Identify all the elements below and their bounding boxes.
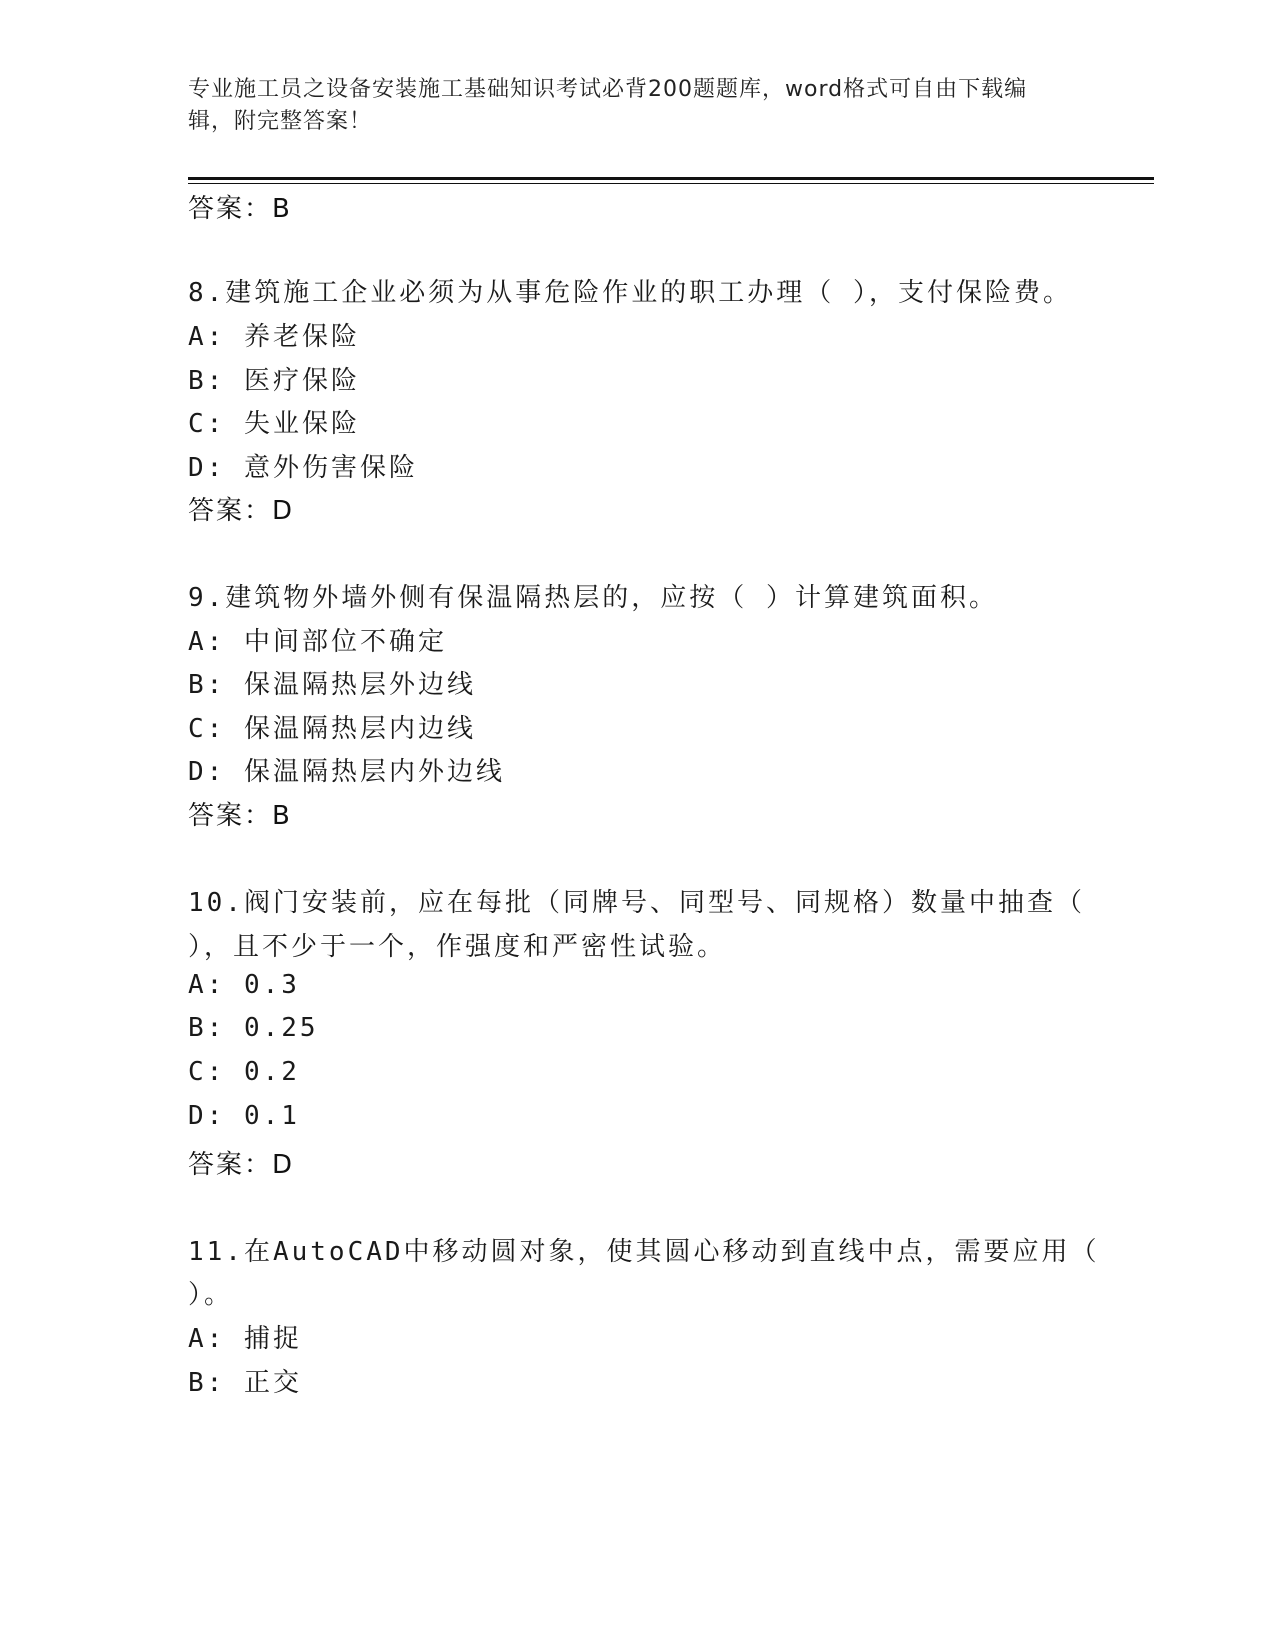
- answer-8: 答案：D: [188, 496, 295, 526]
- header-divider-thick: [188, 177, 1154, 180]
- question-10-option-b: B: 0.25: [188, 1013, 319, 1043]
- question-10-option-a: A: 0.3: [188, 970, 300, 1000]
- question-9-option-d: D: 保温隔热层内外边线: [188, 757, 505, 787]
- question-8-option-c: C: 失业保险: [188, 409, 360, 439]
- question-8-stem: 8.建筑施工企业必须为从事危险作业的职工办理（ ），支付保险费。: [188, 278, 1072, 308]
- question-10-stem-line-2: ），且不少于一个，作强度和严密性试验。: [188, 932, 727, 962]
- question-10-option-c: C: 0.2: [188, 1057, 300, 1087]
- header-divider-thin: [188, 183, 1154, 184]
- question-11-stem-line-1: 11.在AutoCAD中移动圆对象，使其圆心移动到直线中点，需要应用（: [188, 1237, 1100, 1267]
- question-10-stem-line-1: 10.阀门安装前，应在每批（同牌号、同型号、同规格）数量中抽查（: [188, 888, 1085, 918]
- question-9-option-b: B: 保温隔热层外边线: [188, 670, 476, 700]
- question-9-option-a: A: 中间部位不确定: [188, 627, 447, 657]
- question-9-stem: 9.建筑物外墙外侧有保温隔热层的，应按（ ）计算建筑面积。: [188, 583, 998, 613]
- document-header: 专业施工员之设备安装施工基础知识考试必背200题题库，word格式可自由下载编辑，附完整答案！: [188, 77, 1028, 134]
- question-9-option-c: C: 保温隔热层内边线: [188, 714, 476, 744]
- question-11-stem-line-2: ）。: [188, 1280, 234, 1310]
- question-8-option-d: D: 意外伤害保险: [188, 453, 418, 483]
- answer-10: 答案：D: [188, 1150, 295, 1180]
- question-8-option-a: A: 养老保险: [188, 322, 360, 352]
- question-8-option-b: B: 医疗保险: [188, 366, 360, 396]
- question-10-option-d: D: 0.1: [188, 1101, 300, 1131]
- answer-7: 答案：B: [188, 194, 292, 224]
- question-11-option-b: B: 正交: [188, 1368, 302, 1398]
- question-11-option-a: A: 捕捉: [188, 1324, 302, 1354]
- answer-9: 答案：B: [188, 801, 292, 831]
